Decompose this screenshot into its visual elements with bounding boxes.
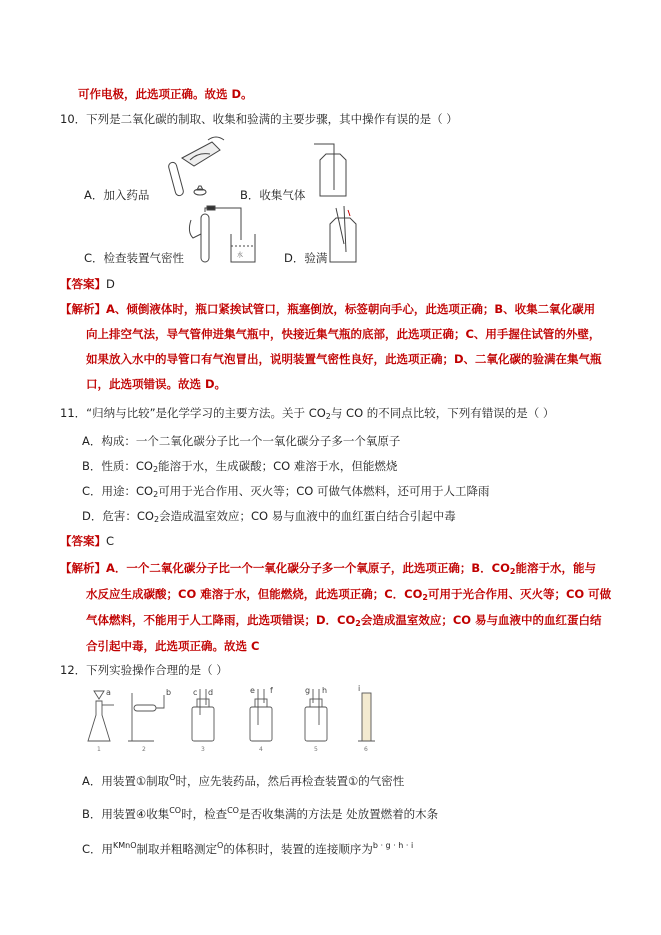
label-g: g bbox=[305, 686, 311, 695]
q12-stem: 12．下列实验操作合理的是（ ） bbox=[60, 663, 228, 677]
q11-answer bbox=[60, 533, 114, 549]
subscript: 2 bbox=[152, 465, 159, 474]
q11-analysis-text-1a: A．一个二氧化碳分子比一个一氧化碳分子多一个氧原子，此选项正确；B．CO bbox=[106, 561, 510, 575]
q11-option-b-b: 能溶于水，生成碳酸；CO 难溶于水，但能燃烧 bbox=[158, 459, 398, 473]
q10-figure-a bbox=[160, 132, 230, 200]
q11-answer-tag: 【答案】 bbox=[60, 534, 106, 548]
q11-option-b-a: B．性质：CO bbox=[82, 459, 153, 473]
q11-analysis-text-2a: 水反应生成碳酸；CO 难溶于水，但能燃烧，此选项正确；C．CO bbox=[86, 587, 423, 601]
num-1: 1 bbox=[97, 746, 101, 753]
q11-analysis-line-2 bbox=[86, 586, 611, 606]
num-3: 3 bbox=[201, 746, 205, 753]
subscript: 2 bbox=[153, 490, 159, 499]
q12-option-c-b: 制取并粗略测定 bbox=[136, 842, 218, 856]
q12-option-a bbox=[82, 770, 404, 789]
q10-figure-d bbox=[322, 204, 364, 266]
q11-analysis-line-1 bbox=[60, 560, 596, 580]
svg-text:水: 水 bbox=[237, 252, 244, 259]
q10-analysis-tag: 【解析】 bbox=[60, 302, 106, 316]
q11-stem bbox=[60, 405, 554, 425]
q12-option-a-a: A．用装置①制取 bbox=[82, 774, 170, 788]
q11-stem-a: 11．“归纳与比较”是化学学习的主要方法。关于 CO bbox=[60, 406, 326, 420]
q11-option-c-b: 可用于光合作用、灭火等；CO 可做气体燃料，还可用于人工降雨 bbox=[158, 484, 490, 498]
q12-option-b-sup: CO bbox=[169, 806, 182, 815]
subscript: 2 bbox=[325, 412, 331, 421]
num-6: 6 bbox=[364, 746, 368, 753]
q12-apparatus-figure bbox=[80, 685, 380, 753]
label-h: h bbox=[322, 686, 328, 695]
q10-analysis-line-3: 如果放入水中的导管口有气泡冒出，说明装置气密性良好，此选项正确；D、二氧化碳的验满在集气瓶 bbox=[86, 352, 602, 366]
q12-option-b-b: 时，检查 bbox=[181, 807, 228, 821]
q12-option-b-c: 是否收集满的方法是 处放置燃着的木条 bbox=[238, 807, 439, 821]
q10-answer-tag: 【答案】 bbox=[60, 277, 106, 291]
q11-option-c bbox=[82, 483, 489, 503]
q12-option-c-c: 的体积时，装置的连接顺序为 bbox=[223, 842, 373, 856]
q12-option-c-a: C．用 bbox=[82, 842, 114, 856]
q10-analysis-line-4: 口，此选项错误。故选 D。 bbox=[86, 377, 227, 391]
label-e: e bbox=[250, 686, 255, 695]
q10-analysis-line-1 bbox=[60, 301, 595, 317]
subscript: 2 bbox=[422, 593, 428, 602]
q12-option-c bbox=[82, 838, 413, 857]
subscript: 2 bbox=[509, 567, 516, 576]
label-a: a bbox=[106, 688, 111, 697]
q10-figure-c bbox=[185, 204, 265, 266]
q10-figure-b bbox=[310, 142, 354, 200]
previous-analysis-tail: 可作电极，此选项正确。故选 D。 bbox=[78, 87, 253, 101]
q10-answer bbox=[60, 276, 115, 292]
q11-analysis-line-3 bbox=[86, 612, 602, 632]
q11-stem-b: 与 CO 的不同点比较，下列有错误的是（ ） bbox=[330, 406, 555, 420]
q10-option-b: B．收集气体 bbox=[240, 188, 306, 202]
q11-answer-value: C bbox=[106, 534, 115, 548]
num-5: 5 bbox=[314, 746, 318, 753]
subscript: 2 bbox=[355, 619, 361, 628]
q11-option-b bbox=[82, 458, 397, 478]
label-f: f bbox=[270, 686, 273, 695]
q12-option-b-a: B．用装置④收集 bbox=[82, 807, 170, 821]
q10-answer-value: D bbox=[106, 277, 115, 291]
q12-option-b-sup2: CO bbox=[227, 806, 239, 815]
subscript: 2 bbox=[153, 515, 160, 524]
num-4: 4 bbox=[259, 746, 263, 753]
q12-option-a-b: 时，应先装药品，然后再检查装置①的气密性 bbox=[175, 774, 405, 788]
q10-analysis-text-1: A、倾倒液体时，瓶口紧挨试管口，瓶塞倒放，标签朝向手心，此选项正确；B、收集二氧化碳用 bbox=[106, 302, 596, 316]
q10-stem: 10．下列是二氧化碳的制取、收集和验满的主要步骤，其中操作有误的是（ ） bbox=[60, 112, 458, 126]
q11-option-a: A．构成：一个二氧化碳分子比一个一氧化碳分子多一个氧原子 bbox=[82, 434, 401, 448]
q11-analysis-text-3b: 会造成温室效应；CO 易与血液中的血红蛋白结 bbox=[360, 613, 602, 627]
q11-option-d bbox=[82, 508, 456, 528]
q10-option-d: D．验满 bbox=[284, 251, 328, 265]
q11-analysis-text-3a: 气体燃料，不能用于人工降雨，此选项错误；D．CO bbox=[86, 613, 356, 627]
q10-analysis-line-2: 向上排空气法，导气管伸进集气瓶中，快接近集气瓶的底部，此选项正确；C、用手握住试管的外壁， bbox=[86, 327, 601, 341]
q11-analysis-text-2b: 可用于光合作用、灭火等；CO 可做 bbox=[427, 587, 612, 601]
q12-option-a-sup: O bbox=[169, 773, 176, 782]
q11-analysis-line-4: 合引起中毒，此选项正确。故选 C bbox=[86, 639, 260, 653]
label-b: b bbox=[166, 688, 172, 697]
q10-option-c: C．检查装置气密性 bbox=[84, 251, 185, 265]
q10-option-a: A．加入药品 bbox=[84, 188, 150, 202]
q11-analysis-tag: 【解析】 bbox=[60, 561, 106, 575]
q11-option-d-a: D．危害：CO bbox=[82, 509, 154, 523]
num-2: 2 bbox=[142, 746, 146, 753]
q11-analysis-text-1b: 能溶于水，能与 bbox=[515, 561, 596, 575]
q12-option-c-sup: KMnO bbox=[113, 841, 137, 850]
q11-option-c-a: C．用途：CO bbox=[82, 484, 154, 498]
q12-option-b bbox=[82, 803, 438, 822]
label-d: d bbox=[208, 688, 214, 697]
label-c: c bbox=[193, 688, 198, 697]
q12-option-c-sup3: b · g · h · i bbox=[372, 841, 414, 850]
label-i: i bbox=[358, 685, 361, 693]
q12-option-c-sup2: O bbox=[217, 841, 224, 850]
q11-option-d-b: 会造成温室效应；CO 易与血液中的血红蛋白结合引起中毒 bbox=[159, 509, 456, 523]
